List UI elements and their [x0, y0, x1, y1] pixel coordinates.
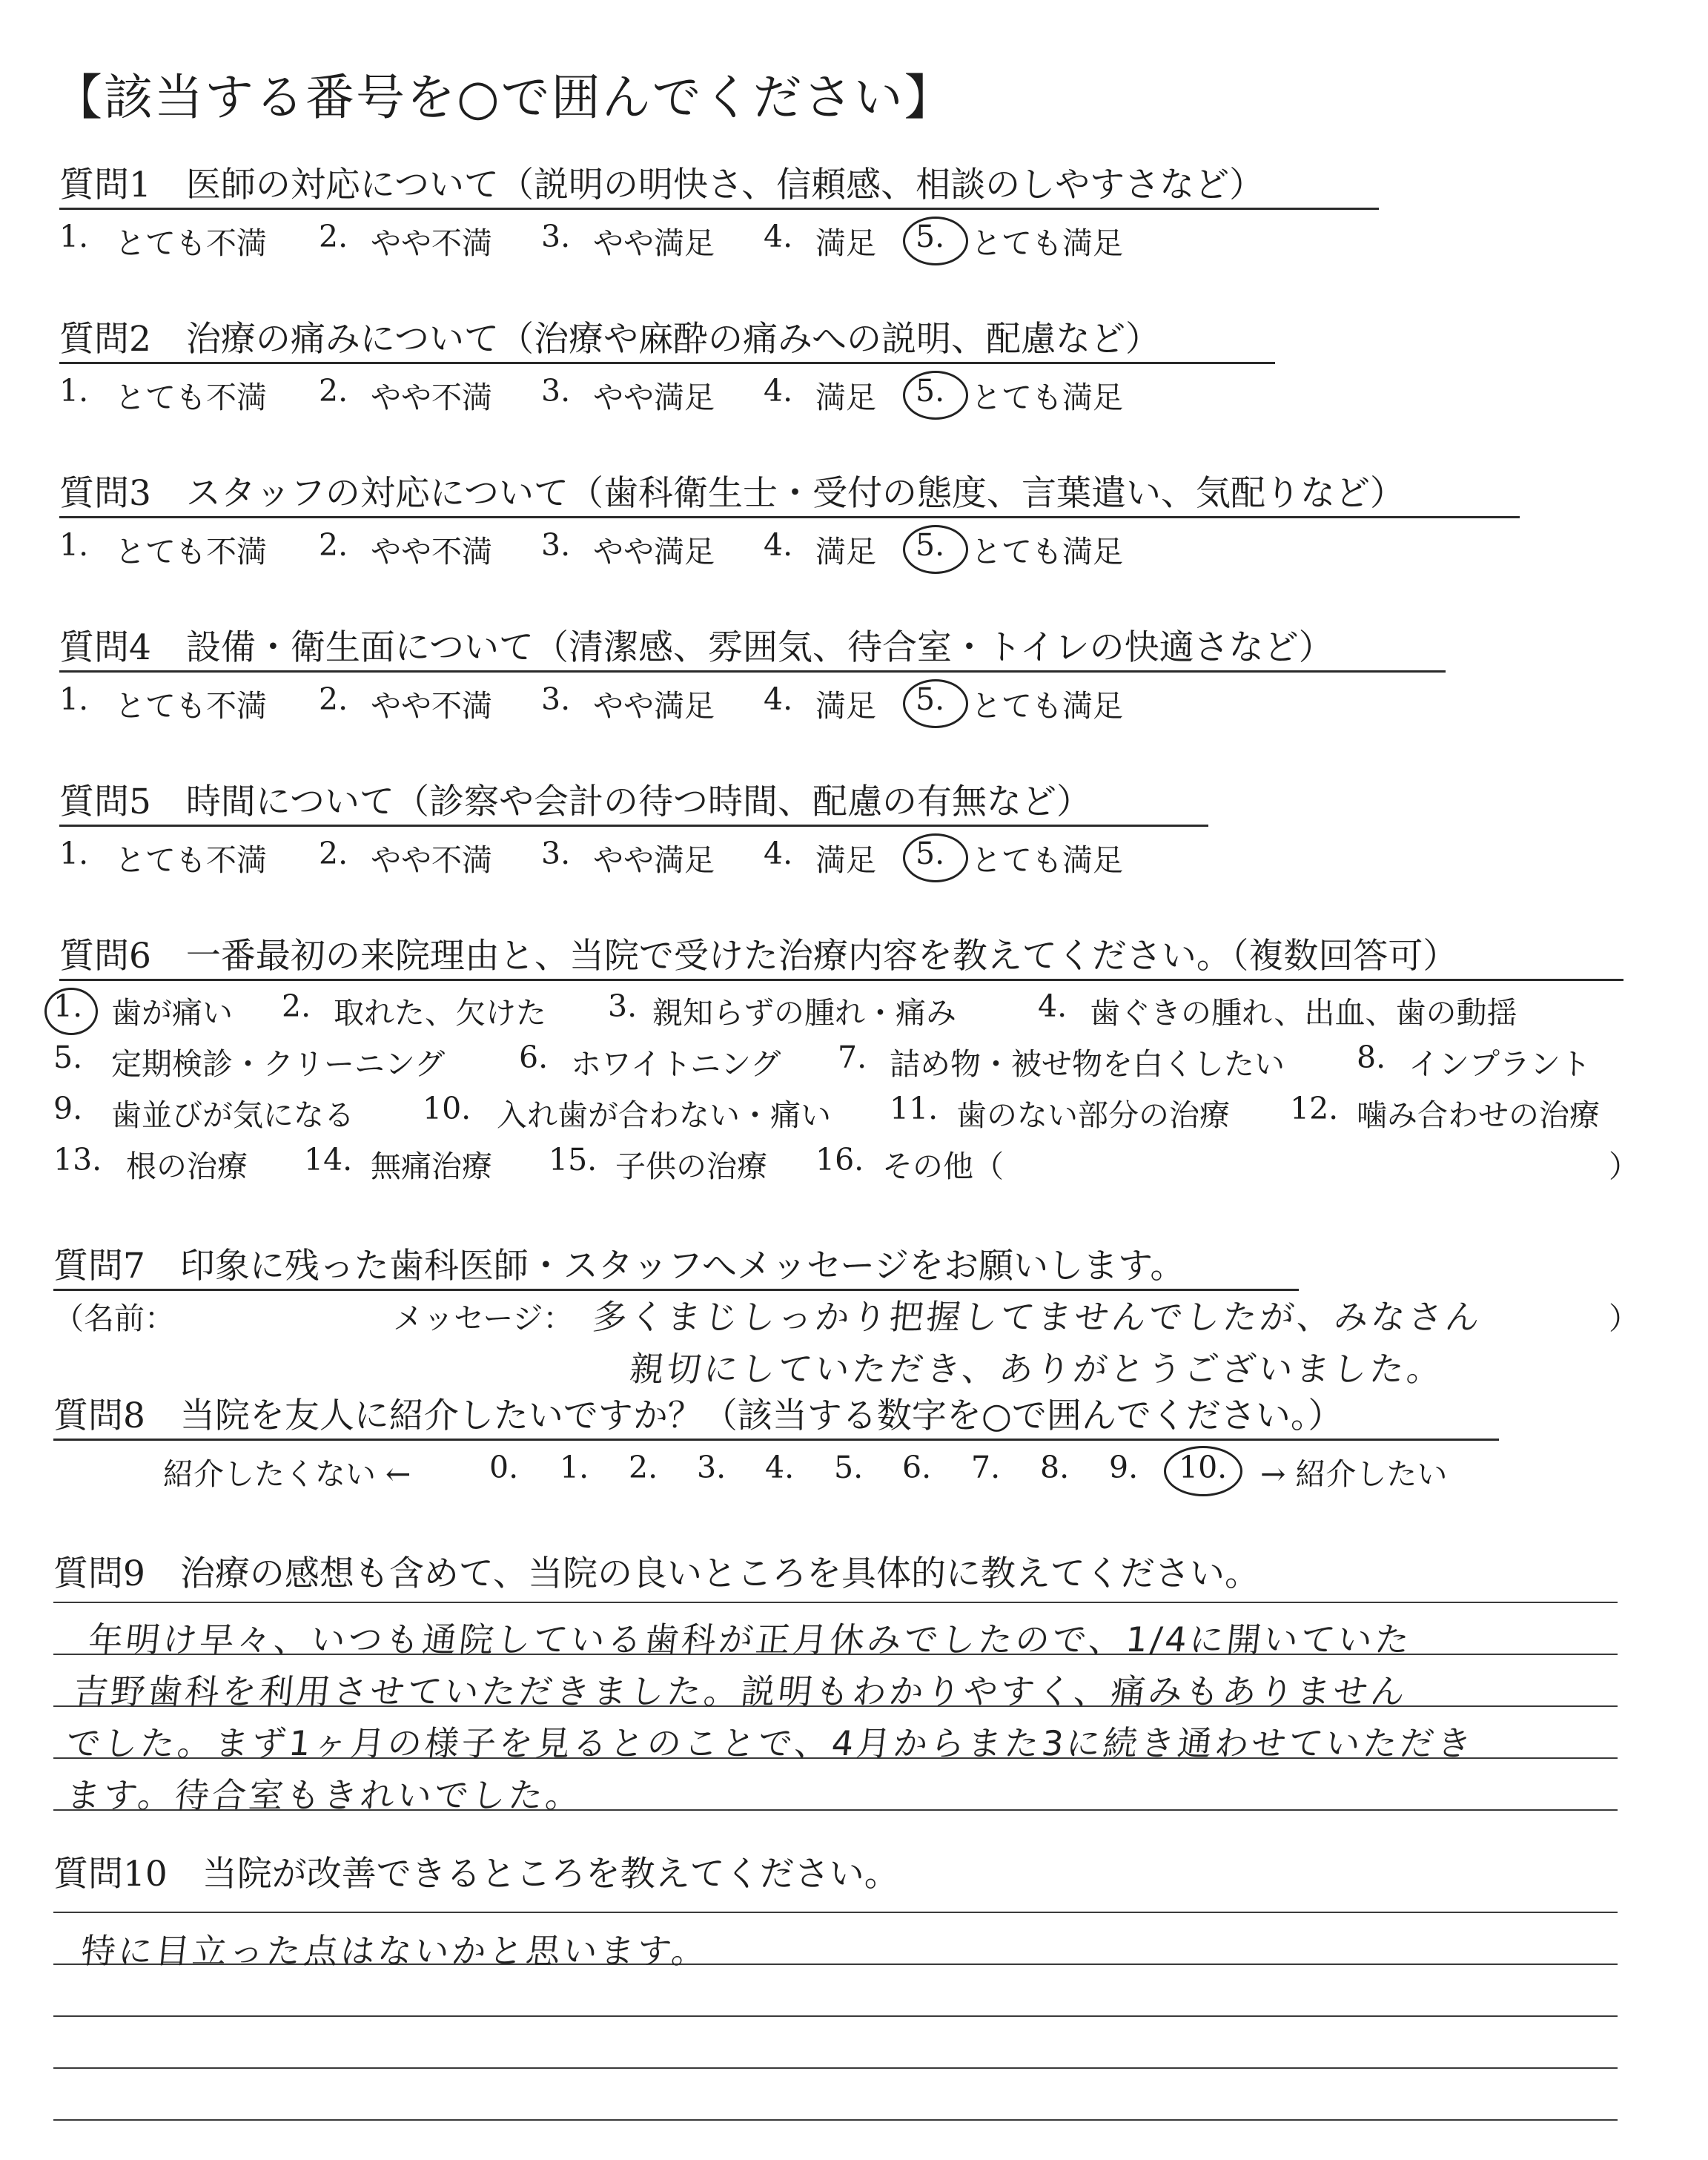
q7-title: 質問7 印象に残った歯科医師・スタッフへメッセージをお願いします。 [53, 1246, 1185, 1287]
q6-underline [59, 979, 1623, 981]
q7-message-line-2[interactable]: 親切にしていただき、ありがとうございました。 [627, 1349, 1446, 1389]
q6-option-5-label[interactable]: 定期検診・クリーニング [111, 1046, 446, 1082]
q1-option-2-label[interactable]: やや不満 [371, 225, 492, 261]
q8-scale-3[interactable]: 3. [697, 1450, 726, 1485]
q3-option-2-number[interactable]: 2. [319, 527, 348, 563]
q1-option-3-number[interactable]: 3. [541, 219, 571, 254]
q4-option-2-number[interactable]: 2. [319, 681, 348, 717]
q3-option-2-label[interactable]: やや不満 [371, 534, 492, 569]
q1-options [0, 219, 1708, 263]
q6-option-12-label[interactable]: 噛み合わせの治療 [1357, 1097, 1600, 1133]
q1-option-5-label[interactable]: とても満足 [971, 225, 1123, 261]
q5-title: 質問5 時間について（診察や会計の待つ時間、配慮の有無など） [59, 782, 1091, 822]
q3-option-1-number[interactable]: 1. [59, 527, 89, 563]
q9-answer-line-3[interactable]: でした。まず1ヶ月の様子を見るとのことで、4月からまた3に続き通わせていただき [64, 1723, 1477, 1763]
q6-option-13-label[interactable]: 根の治療 [126, 1149, 248, 1184]
q9-answer-line-2[interactable]: 吉野歯科を利用させていただきました。説明もわかりやすく、痛みもありません [71, 1671, 1410, 1711]
q6-option-6-number[interactable]: 6. [519, 1040, 549, 1075]
q6-option-7-number[interactable]: 7. [838, 1040, 867, 1075]
q6-option-5-number[interactable]: 5. [53, 1040, 83, 1075]
q5-option-4-number[interactable]: 4. [764, 836, 793, 871]
q6-option-12-number[interactable]: 12. [1290, 1091, 1339, 1126]
q9-title: 質問9 治療の感想も含めて、当院の良いところを具体的に教えてください。 [53, 1553, 1260, 1594]
q1-underline [59, 208, 1379, 210]
q9-answer-line-4[interactable]: ます。待合室もきれいでした。 [64, 1775, 585, 1815]
q4-option-4-number[interactable]: 4. [764, 681, 793, 717]
q8-scale-1[interactable]: 1. [560, 1450, 589, 1485]
q4-option-5-number[interactable]: 5. [916, 681, 945, 717]
q3-selection-circle [903, 525, 968, 574]
q4-underline [59, 670, 1446, 673]
q7-message-label: メッセージ： [393, 1301, 574, 1336]
q6-option-1-number[interactable]: 1. [53, 988, 83, 1024]
q6-option-15-number[interactable]: 15. [549, 1142, 598, 1178]
q10-answer-line-1[interactable]: 特に目立った点はないかと思います。 [79, 1931, 711, 1971]
q1-option-4-number[interactable]: 4. [764, 219, 793, 254]
q6-option-8-label[interactable]: インプラント [1409, 1046, 1591, 1082]
q10-rule-1 [53, 1912, 1618, 1913]
q6-selection-circle [44, 988, 98, 1035]
q1-option-4-label[interactable]: 満足 [815, 225, 876, 261]
q8-scale-2[interactable]: 2. [629, 1450, 658, 1485]
q4-options [0, 681, 1708, 726]
q3-option-3-label[interactable]: やや満足 [593, 534, 715, 569]
q4-option-5-label[interactable]: とても満足 [971, 688, 1123, 724]
q8-scale-10[interactable]: 10. [1179, 1450, 1228, 1485]
q6-option-4-label[interactable]: 歯ぐきの腫れ、出血、歯の動揺 [1090, 995, 1517, 1031]
q6-option-2-label[interactable]: 取れた、欠けた [334, 995, 546, 1031]
q6-option-11-label[interactable]: 歯のない部分の治療 [956, 1097, 1230, 1133]
q8-title: 質問8 当院を友人に紹介したいですか？（該当する数字を○で囲んでください。） [53, 1396, 1343, 1436]
q6-row-1 [0, 988, 1708, 1033]
q8-scale-5[interactable]: 5. [834, 1450, 864, 1485]
q1-option-1-number[interactable]: 1. [59, 219, 89, 254]
q5-option-1-label[interactable]: とても不満 [115, 842, 267, 878]
q4-option-1-number[interactable]: 1. [59, 681, 89, 717]
q6-option-3-label[interactable]: 親知らずの腫れ・痛み [652, 995, 956, 1031]
q6-row-2 [0, 1040, 1708, 1084]
q6-option-10-label[interactable]: 入れ歯が合わない・痛い [497, 1097, 831, 1133]
q3-option-1-label[interactable]: とても不満 [115, 534, 267, 569]
q3-title: 質問3 スタッフの対応について（歯科衛生士・受付の態度、言葉遣い、気配りなど） [59, 473, 1405, 514]
sheet-header: 【該当する番号を○で囲んでください】 [53, 69, 955, 126]
q1-option-5-number[interactable]: 5. [916, 219, 945, 254]
q9-rule-1 [53, 1602, 1618, 1603]
q5-option-5-number[interactable]: 5. [916, 836, 945, 871]
q2-option-4-label[interactable]: 満足 [815, 380, 876, 415]
q5-options [0, 836, 1708, 880]
q5-option-1-number[interactable]: 1. [59, 836, 89, 871]
q9-answer-line-1[interactable]: 年明け早々、いつも通院している歯科が正月休みでしたので、1/4に開いていた [86, 1619, 1414, 1659]
q2-options [0, 373, 1708, 417]
q4-option-1-label[interactable]: とても不満 [115, 688, 267, 724]
q6-option-2-number[interactable]: 2. [282, 988, 311, 1024]
q6-option-8-number[interactable]: 8. [1357, 1040, 1386, 1075]
q4-selection-circle [903, 679, 968, 728]
q7-name-label: （名前： [53, 1301, 175, 1336]
q4-option-4-label[interactable]: 満足 [815, 688, 876, 724]
q6-option-13-number[interactable]: 13. [53, 1142, 102, 1178]
q6-title: 質問6 一番最初の来院理由と、当院で受けた治療内容を教えてください。（複数回答可） [59, 936, 1458, 977]
q10-rule-3 [53, 2015, 1618, 2017]
q2-option-2-number[interactable]: 2. [319, 373, 348, 409]
q6-option-7-label[interactable]: 詰め物・被せ物を白くしたい [890, 1046, 1285, 1082]
q8-scale-7[interactable]: 7. [971, 1450, 1001, 1485]
q4-option-3-number[interactable]: 3. [541, 681, 571, 717]
q8-scale-6[interactable]: 6. [902, 1450, 932, 1485]
q4-title: 質問4 設備・衛生面について（清潔感、雰囲気、待合室・トイレの快適さなど） [59, 627, 1334, 668]
q8-scale [0, 1450, 1708, 1494]
q3-underline [59, 516, 1520, 518]
q8-scale-8[interactable]: 8. [1040, 1450, 1070, 1485]
q10-rule-5 [53, 2119, 1618, 2121]
q6-option-9-label[interactable]: 歯並びが気になる [111, 1097, 354, 1133]
q3-options [0, 527, 1708, 572]
q10-rule-4 [53, 2067, 1618, 2069]
q3-option-3-number[interactable]: 3. [541, 527, 571, 563]
q6-option-11-number[interactable]: 11. [890, 1091, 939, 1126]
q2-underline [59, 362, 1275, 364]
q5-option-2-label[interactable]: やや不満 [371, 842, 492, 878]
q6-option-9-number[interactable]: 9. [53, 1091, 83, 1126]
q2-title: 質問2 治療の痛みについて（治療や麻酔の痛みへの説明、配慮など） [59, 319, 1161, 360]
q2-option-4-number[interactable]: 4. [764, 373, 793, 409]
q6-other-close-paren: ） [1609, 1149, 1639, 1184]
q3-option-5-label[interactable]: とても満足 [971, 534, 1123, 569]
q6-option-14-label[interactable]: 無痛治療 [371, 1149, 492, 1184]
q3-option-4-number[interactable]: 4. [764, 527, 793, 563]
q6-option-6-label[interactable]: ホワイトニング [571, 1046, 781, 1082]
q1-selection-circle [903, 217, 968, 265]
q7-close-paren: ） [1609, 1301, 1639, 1336]
q2-option-5-number[interactable]: 5. [916, 373, 945, 409]
q5-option-3-number[interactable]: 3. [541, 836, 571, 871]
q8-scale-9[interactable]: 9. [1109, 1450, 1139, 1485]
q1-option-1-label[interactable]: とても不満 [115, 225, 267, 261]
q10-title: 質問10 当院が改善できるところを教えてください。 [53, 1854, 899, 1895]
q4-option-3-label[interactable]: やや満足 [593, 688, 715, 724]
q5-selection-circle [903, 833, 968, 882]
q3-option-4-label[interactable]: 満足 [815, 534, 876, 569]
q1-title: 質問1 医師の対応について（説明の明快さ、信頼感、相談のしやすさなど） [59, 165, 1265, 205]
q6-row-4 [0, 1142, 1708, 1186]
q5-option-2-number[interactable]: 2. [319, 836, 348, 871]
q7-message-line-1[interactable]: 多くまじしっかり把握してませんでしたが、みなさん [590, 1297, 1485, 1337]
q6-option-15-label[interactable]: 子供の治療 [615, 1149, 767, 1184]
q5-option-5-label[interactable]: とても満足 [971, 842, 1123, 878]
q8-underline [53, 1439, 1499, 1441]
q8-selection-circle [1164, 1446, 1242, 1496]
q2-option-1-label[interactable]: とても不満 [115, 380, 267, 415]
q8-right-label: → 紹介したい [1260, 1456, 1448, 1492]
q8-scale-4[interactable]: 4. [765, 1450, 795, 1485]
q6-option-3-number[interactable]: 3. [608, 988, 638, 1024]
q3-option-5-number[interactable]: 5. [916, 527, 945, 563]
q6-option-4-number[interactable]: 4. [1038, 988, 1068, 1024]
q1-option-3-label[interactable]: やや満足 [593, 225, 715, 261]
q4-option-2-label[interactable]: やや不満 [371, 688, 492, 724]
q6-option-1-label[interactable]: 歯が痛い [111, 995, 233, 1031]
q6-option-16-label[interactable]: その他（ [882, 1149, 1004, 1184]
q2-option-1-number[interactable]: 1. [59, 373, 89, 409]
q8-left-label: 紹介したくない ← [163, 1456, 411, 1492]
q2-selection-circle [903, 371, 968, 420]
q6-option-16-number[interactable]: 16. [815, 1142, 864, 1178]
q5-option-4-label[interactable]: 満足 [815, 842, 876, 878]
q5-underline [59, 825, 1208, 827]
q8-scale-0[interactable]: 0. [489, 1450, 519, 1485]
q2-option-3-number[interactable]: 3. [541, 373, 571, 409]
q6-option-10-number[interactable]: 10. [423, 1091, 471, 1126]
q5-option-3-label[interactable]: やや満足 [593, 842, 715, 878]
q2-option-5-label[interactable]: とても満足 [971, 380, 1123, 415]
q6-row-3 [0, 1091, 1708, 1135]
q1-option-2-number[interactable]: 2. [319, 219, 348, 254]
q2-option-3-label[interactable]: やや満足 [593, 380, 715, 415]
q6-option-14-number[interactable]: 14. [304, 1142, 353, 1178]
q2-option-2-label[interactable]: やや不満 [371, 380, 492, 415]
